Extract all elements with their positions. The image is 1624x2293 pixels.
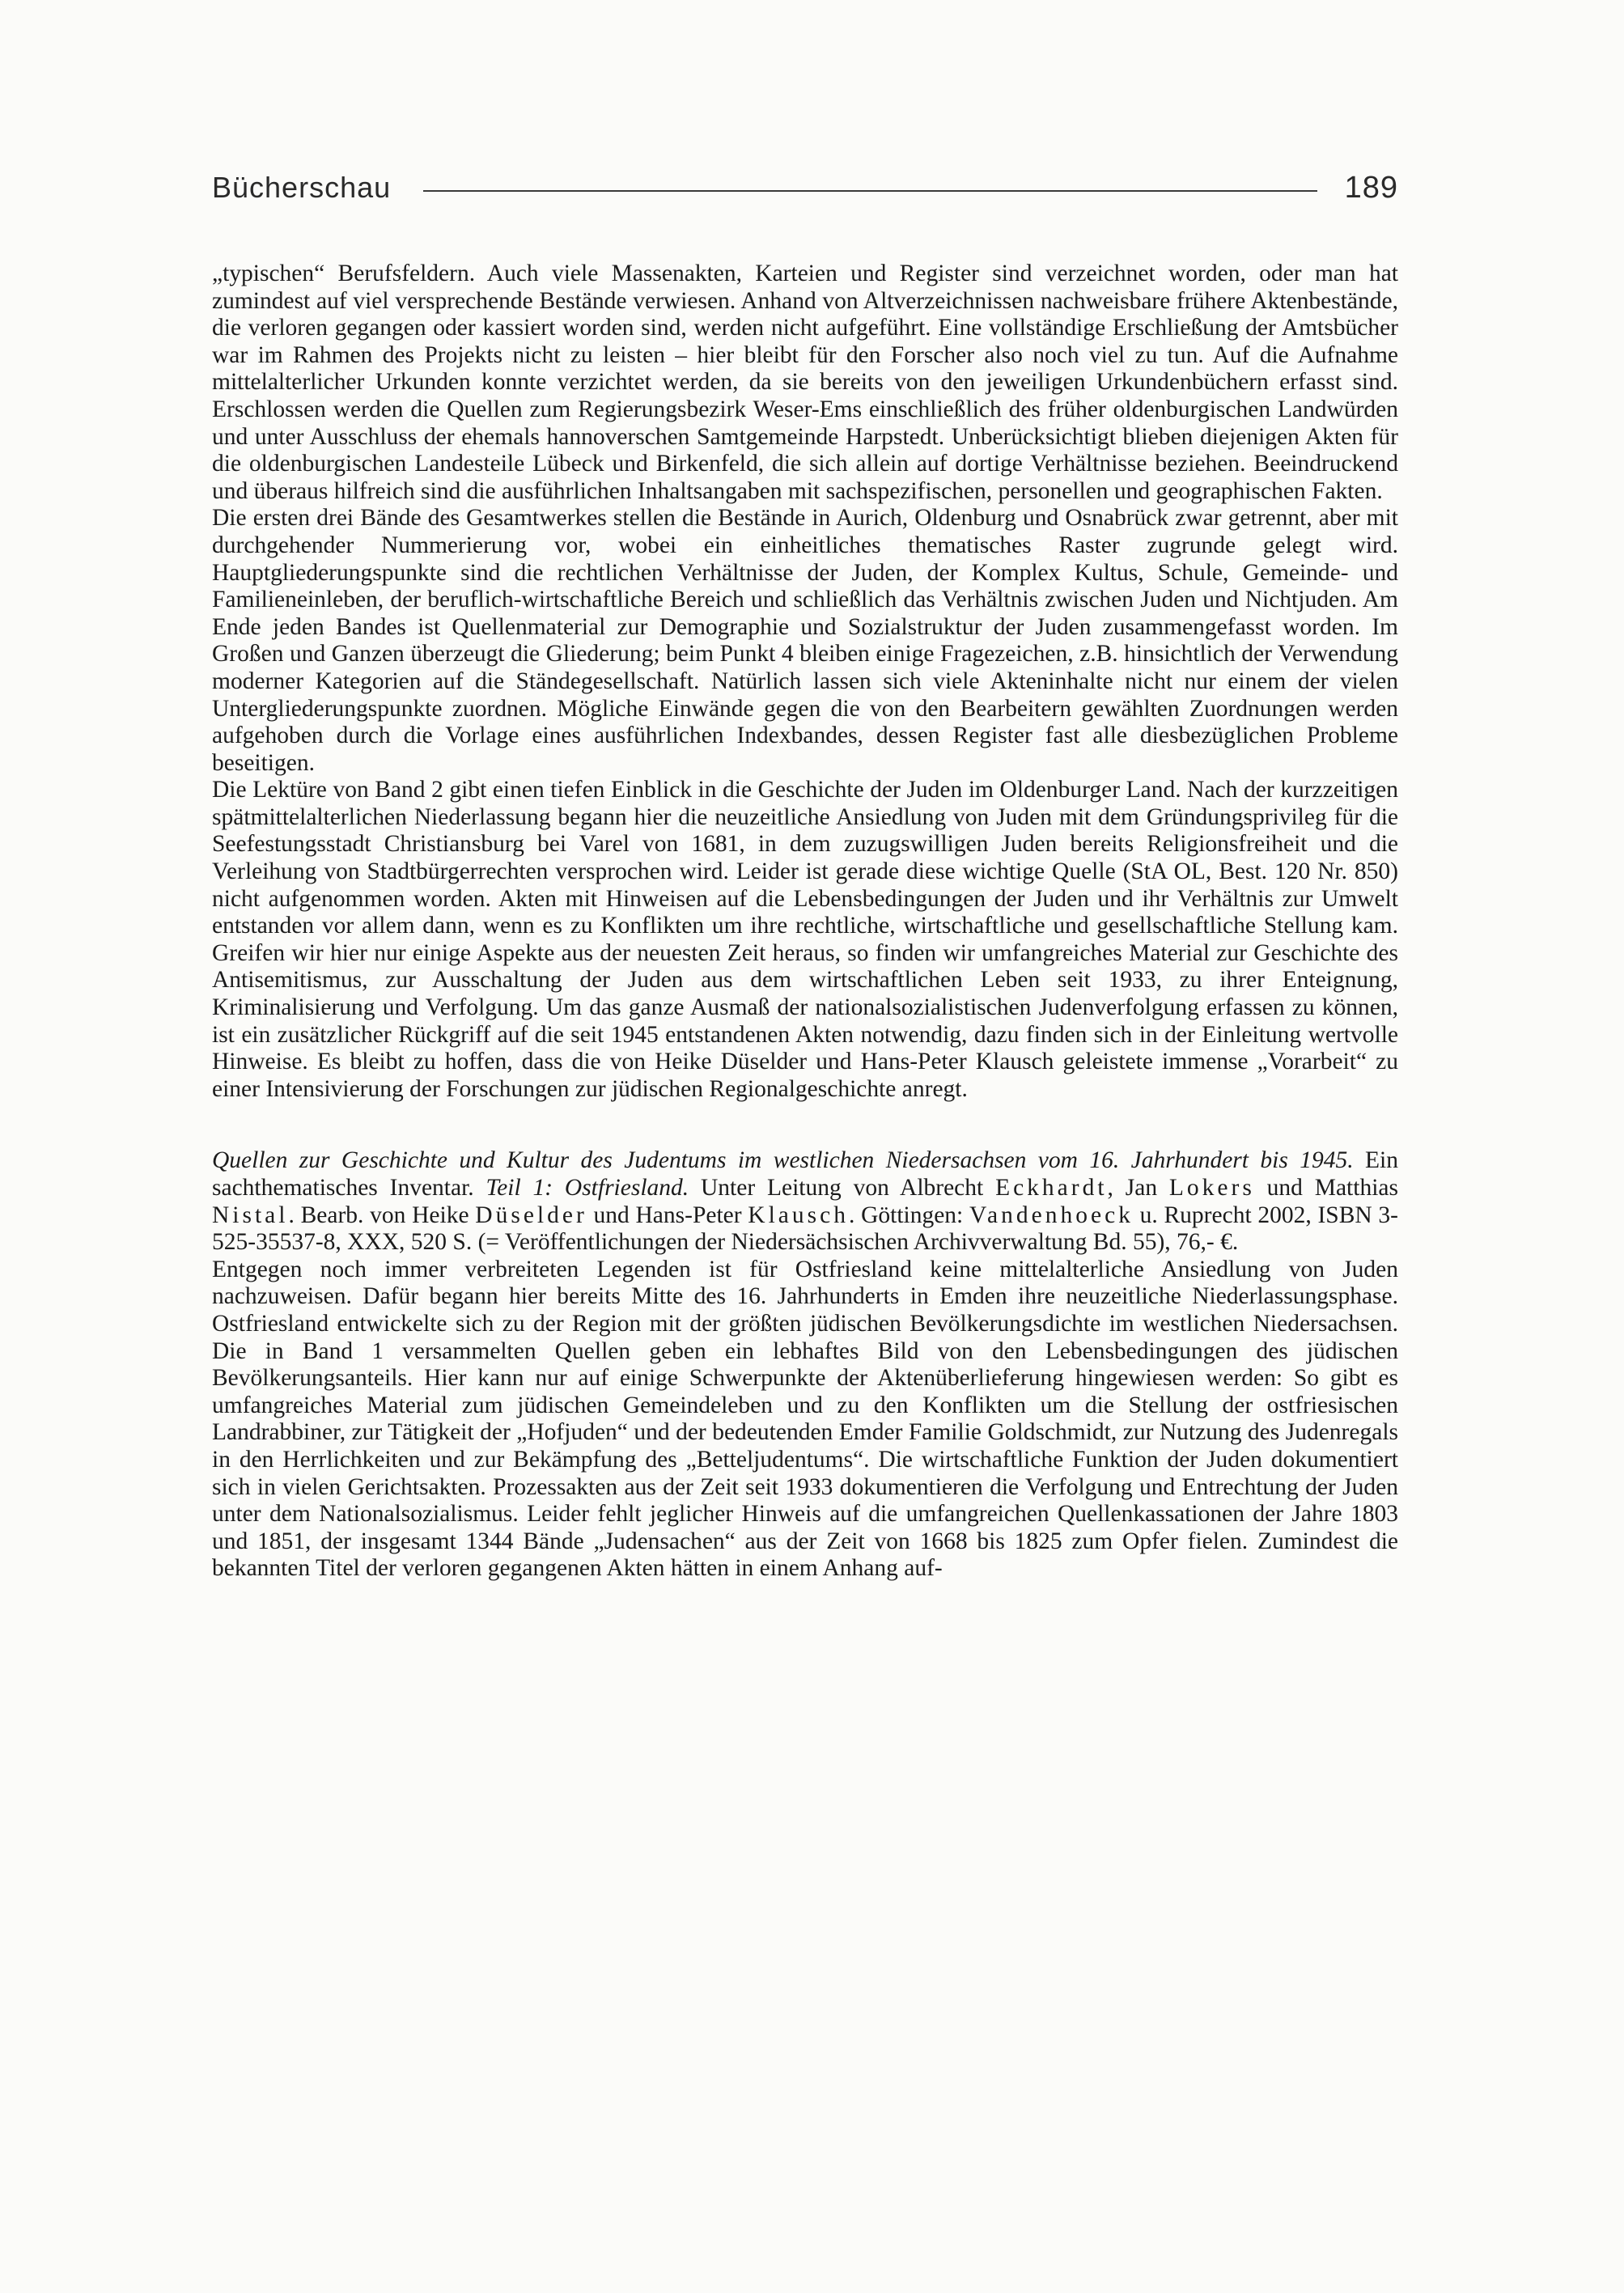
page-number: 189 <box>1344 170 1398 205</box>
author-eckhardt: Eckhardt <box>995 1175 1108 1201</box>
citation-bearb: . Bearb. von Heike <box>288 1202 476 1228</box>
editor-klausch: Klausch <box>748 1202 849 1228</box>
citation-place: . Göttingen: <box>848 1202 969 1228</box>
book-citation <box>212 1147 1398 1256</box>
header-rule <box>423 190 1317 192</box>
citation-sep-3: und Hans-Peter <box>587 1202 748 1228</box>
citation-subtitle: Ein sachthematisches Inventar. <box>212 1147 1399 1201</box>
citation-sep-2: und Matthias <box>1254 1175 1398 1201</box>
publisher-name: Vandenhoeck <box>969 1202 1134 1228</box>
paragraph-1: „typischen“ Berufsfeldern. Auch viele Massenakten, Karteien und Register sind verzeichnet worden, oder man hat zumindest auf viel versprechende Bestände verwiesen. Anhand von Altverzeichnissen nachweisbare frühere Aktenbestände, die verloren gegangen oder kassiert worden sind, werden nicht aufgeführt. Eine vollständige Erschließung der Amtsbücher war im Rahmen des Projekts nicht zu leisten – hier bleibt für den Forscher also noch viel zu tun. Auf die Aufnahme mittelalterlicher Urkunden konnte verzichtet werden, da sie bereits von den jeweiligen Urkundenbüchern erfasst sind. Erschlossen werden die Quellen zum Regierungsbezirk Weser-Ems einschließlich des früher oldenburgischen Landwürden und unter Ausschluss der ehemals hannoverschen Samtgemeinde Harpstedt. Unberücksichtigt blieben diejenigen Akten für die oldenburgischen Landesteile Lübeck und Birkenfeld, die sich allein auf dortige Verhältnisse beziehen. Beeindruckend und überaus hilfreich sind die ausführlichen Inhaltsangaben mit sachspezifischen, personellen und geographischen Fakten. <box>212 261 1398 504</box>
author-lokers: Lokers <box>1168 1175 1255 1201</box>
citation-title: Quellen zur Geschichte und Kultur des Judentums im westlichen Niedersachsen vom 16. Jahrhundert bis 1945. <box>212 1147 1354 1174</box>
body-text <box>212 261 1398 1583</box>
running-header <box>212 165 1398 210</box>
citation-sep-1: , Jan <box>1107 1175 1169 1201</box>
editor-dueselder: Düselder <box>475 1202 587 1228</box>
citation-lead: Unter Leitung von Albrecht <box>689 1175 996 1201</box>
section-gap <box>212 1103 1398 1147</box>
paragraph-2: Die ersten drei Bände des Gesamtwerkes stellen die Bestände in Aurich, Oldenburg und Osnabrück zwar getrennt, aber mit durchgehender Nummerierung vor, wobei ein einheitliches thematisches Raster zugrunde gelegt wird. Hauptgliederungspunkte sind die rechtlichen Verhältnisse der Juden, der Komplex Kultus, Schule, Gemeinde- und Familieneinleben, der beruflich-wirtschaftliche Bereich und schließlich das Verhältnis zwischen Juden und Nichtjuden. Am Ende jeden Bandes ist Quellenmaterial zur Demographie und Sozialstruktur der Juden zusammengefasst worden. Im Großen und Ganzen überzeugt die Gliederung; beim Punkt 4 bleiben einige Fragezeichen, z.B. hinsichtlich der Verwendung moderner Kategorien auf die Ständegesellschaft. Natürlich lassen sich viele Akteninhalte nicht nur einem der vielen Untergliederungspunkte zuordnen. Mögliche Einwände gegen die von den Bearbeitern gewählten Zuordnungen werden aufgehoben durch die Vorlage eines ausführlichen Indexbandes, dessen Register fast alle diesbezüglichen Probleme beseitigen. <box>212 505 1398 776</box>
citation-part: Teil 1: Ostfriesland. <box>486 1175 689 1201</box>
author-nistal: Nistal <box>212 1202 289 1228</box>
citation-rest: u. Ruprecht 2002, ISBN 3-525-35537-8, XXX, 520 S. (= Veröffentlichungen der Niedersächsischen Archivverwaltung Bd. 55), 76,- €. <box>212 1202 1398 1256</box>
paragraph-3: Die Lektüre von Band 2 gibt einen tiefen Einblick in die Geschichte der Juden im Oldenburger Land. Nach der kurzzeitigen spätmittelalterlichen Niederlassung begann hier die neuzeitliche Ansiedlung von Juden mit dem Gründungsprivileg für die Seefestungsstadt Christiansburg bei Varel von 1681, in dem zuzugswilligen Juden bereits Religionsfreiheit und die Verleihung von Stadtbürgerrechten versprochen wird. Leider ist gerade diese wichtige Quelle (StA OL, Best. 120 Nr. 850) nicht aufgenommen worden. Akten mit Hinweisen auf die Lebensbedingungen der Juden und ihr Verhältnis zur Umwelt entstanden vor allem dann, wenn es zu Konflikten um ihre rechtliche, wirtschaftliche und gesellschaftliche Stellung kam. Greifen wir hier nur einige Aspekte aus der neuesten Zeit heraus, so finden wir umfangreiches Material zur Geschichte des Antisemitismus, zur Ausschaltung der Juden aus dem wirtschaftlichen Leben seit 1933, zu ihrer Enteignung, Kriminalisierung und Verfolgung. Um das ganze Ausmaß der nationalsozialistischen Judenverfolgung erfassen zu können, ist ein zusätzlicher Rückgriff auf die seit 1945 entstandenen Akten notwendig, dazu finden sich in der Einleitung wertvolle Hinweise. Es bleibt zu hoffen, dass die von Heike Düselder und Hans-Peter Klausch geleistete immense „Vorarbeit“ zu einer Intensivierung der Forschungen zur jüdischen Regionalgeschichte anregt. <box>212 777 1398 1102</box>
review-paragraph: Entgegen noch immer verbreiteten Legenden ist für Ostfriesland keine mittelalterliche Ansiedlung von Juden nachzuweisen. Dafür begann hier bereits Mitte des 16. Jahrhunderts in Emden ihre neuzeitliche Niederlassungsphase. Ostfriesland entwickelte sich zu der Region mit der größten jüdischen Bevölkerungsdichte im westlichen Niedersachsen. Die in Band 1 versammelten Quellen geben ein lebhaftes Bild von den Lebensbedingungen des jüdischen Bevölkerungsanteils. Hier kann nur auf einige Schwerpunkte der Aktenüberlieferung hingewiesen werden: So gibt es umfangreiches Material zum jüdischen Gemeindeleben und zu den Konflikten um die Stellung der ostfriesischen Landrabbiner, zur Tätigkeit der „Hofjuden“ und der bedeutenden Emder Familie Goldschmidt, zur Nutzung des Judenregals in den Herrlichkeiten und zur Bekämpfung des „Betteljudentums“. Die wirtschaftliche Funktion der Juden dokumentiert sich in vielen Gerichtsakten. Prozessakten aus der Zeit seit 1933 dokumentieren die Verfolgung und Entrechtung der Juden unter dem Nationalsozialismus. Leider fehlt jeglicher Hinweis auf die umfangreichen Quellenkassationen der Jahre 1803 und 1851, der insgesamt 1344 Bände „Judensachen“ aus der Zeit von 1668 bis 1825 zum Opfer fielen. Zumindest die bekannten Titel der verloren gegangenen Akten hätten in einem Anhang auf- <box>212 1256 1398 1582</box>
section-title: Bücherschau <box>212 171 392 204</box>
